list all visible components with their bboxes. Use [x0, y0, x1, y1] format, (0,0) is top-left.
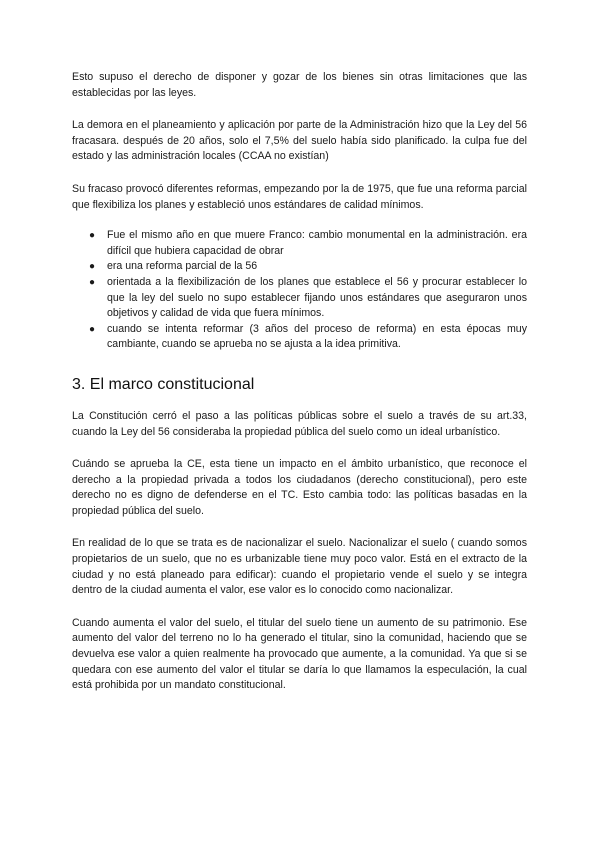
section-heading: 3. El marco constitucional	[72, 375, 255, 393]
list-item-text: era una reforma parcial de la 56	[107, 260, 258, 273]
paragraph: Cuándo se aprueba la CE, esta tiene un impacto en el ámbito urbanístico, que reconoce el derecho a la propiedad privada a todos los ciudadanos (derecho constitucional), pero este derecho no es digno de defenderse en el TC. Esto cambia todo: las políticas basadas en la propiedad pública del suelo.	[72, 458, 527, 517]
paragraph: Cuando aumenta el valor del suelo, el titular del suelo tiene un aumento de su patrimonio. Ese aumento del valor del terreno no lo ha generado el titular, sino la comunidad, haciendo que se devuelva ese valor a quien realmente ha provocado que aumente, a la comunidad. Ya que si se quedara con ese aumento del valor el titular se daría lo que llamamos la especulación, la cual está prohibida por un mandato constitucional.	[72, 616, 527, 692]
list-item-text: cuando se intenta reformar (3 años del proceso de reforma) en esta épocas muy cambiante, cuando se aprueba no se ajusta a la idea primitiva.	[107, 322, 527, 351]
paragraph: La Constitución cerró el paso a las políticas públicas sobre el suelo a través de su art.33, cuando la Ley del 56 consideraba la propiedad pública del suelo como un ideal urbanístico.	[72, 409, 527, 438]
bullet-icon: ●	[89, 276, 96, 288]
list-item-text: orientada a la flexibilización de los planes que establece el 56 y procurar establecer lo que la ley del suelo no supo establecer fijando unos estándares que aseguraron unos objetivos y calidad de vida que fuera mínimos.	[107, 275, 527, 320]
paragraph: Su fracaso provocó diferentes reformas, empezando por la de 1975, que fue una reforma parcial que flexibiliza los planes y estableció unos estándares de calidad mínimos.	[72, 182, 527, 211]
bullet-icon: ●	[89, 230, 96, 242]
list-item-text: Fue el mismo año en que muere Franco: cambio monumental en la administración. era difícil que hubiera capacidad de obrar	[107, 229, 527, 257]
document-body	[72, 70, 527, 711]
paragraph: Esto supuso el derecho de disponer y gozar de los bienes sin otras limitaciones que las establecidas por las leyes.	[72, 71, 527, 99]
list-item	[72, 322, 527, 353]
bullet-icon: ●	[89, 261, 96, 273]
paragraph: En realidad de lo que se trata es de nacionalizar el suelo. Nacionalizar el suelo ( cuando somos propietarios de un suelo, que no es urbanizable tiene muy poco valor. Está en el extracto de la ciudad y no está planeado para edificar): cuando el propietario vende el suelo y se integra dentro de la ciudad aumenta el valor, ese valor es lo conocido como nacionalizar.	[72, 537, 527, 597]
list-item	[72, 259, 527, 275]
bullet-list	[72, 228, 527, 353]
bullet-icon: ●	[89, 323, 96, 335]
list-item	[72, 228, 527, 259]
list-item	[72, 275, 527, 322]
paragraph: La demora en el planeamiento y aplicación por parte de la Administración hizo que la Ley del 56 fracasara. después de 20 años, solo el 7,5% del suelo había sido planificado. la culpa fue del estado y las administración locales (CCAA no existían)	[72, 119, 527, 163]
